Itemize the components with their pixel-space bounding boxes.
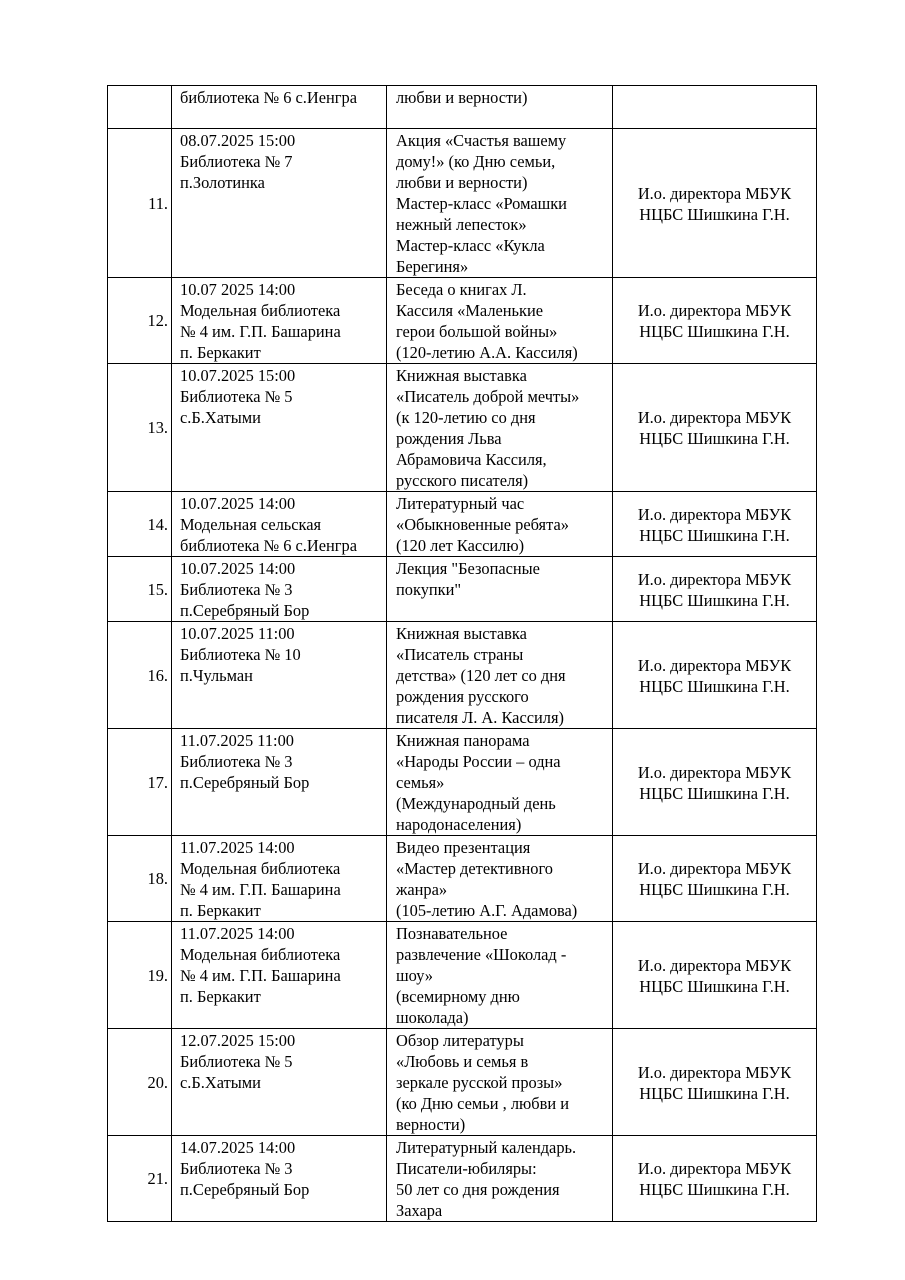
event-line: «Обыкновенные ребята»	[396, 515, 569, 534]
event-cell	[387, 364, 613, 492]
event-line: (всемирному дню	[396, 987, 520, 1006]
date-location-line: 12.07.2025 15:00	[180, 1031, 296, 1050]
event-cell	[387, 1136, 613, 1222]
event-line: (Международный день	[396, 794, 556, 813]
event-line: Кассиля «Маленькие	[396, 301, 544, 320]
event-line: Захара	[396, 1201, 443, 1220]
events-table	[107, 85, 817, 1222]
responsible-line: НЦБС Шишкина Г.Н.	[639, 204, 790, 224]
responsible-line: НЦБС Шишкина Г.Н.	[639, 322, 790, 341]
event-line: верности)	[396, 1115, 466, 1134]
responsible-line: И.о. директора МБУК	[637, 183, 792, 203]
date-location-line: п.Серебряный Бор	[180, 1180, 310, 1199]
event-line: шоу»	[396, 966, 433, 985]
events-table-body	[108, 86, 817, 1222]
row-number: 18.	[108, 836, 172, 922]
responsible-line: И.о. директора МБУК	[637, 1159, 792, 1178]
event-line: (120 лет Кассилю)	[396, 536, 525, 555]
responsible-line: И.о. директора МБУК	[637, 301, 792, 320]
responsible-line: НЦБС Шишкина Г.Н.	[639, 976, 790, 996]
date-location-line: библиотека № 6 с.Иенгра	[180, 536, 357, 555]
date-location-line: 10.07.2025 15:00	[180, 366, 296, 385]
event-line: Лекция "Безопасные	[396, 559, 540, 578]
date-location-line: № 4 им. Г.П. Башарина	[180, 322, 341, 341]
date-location-line: Библиотека № 5	[180, 387, 293, 406]
event-cell	[387, 1029, 613, 1136]
event-line: «Любовь и семья в	[396, 1052, 529, 1071]
event-line: рождения русского	[396, 687, 529, 706]
date-location-cell	[172, 836, 387, 922]
table-row	[108, 492, 817, 557]
responsible-line: НЦБС Шишкина Г.Н.	[639, 880, 790, 899]
row-number: 14.	[108, 492, 172, 557]
date-location-line: № 4 им. Г.П. Башарина	[180, 880, 341, 899]
event-line: Видео презентация	[396, 838, 531, 857]
event-line: Мастер-класс «Кукла	[396, 236, 545, 255]
event-line: Беседа о книгах Л.	[396, 280, 527, 299]
responsible-cell	[613, 1029, 817, 1136]
date-location-line: Библиотека № 3	[180, 1159, 293, 1178]
date-location-line: Модельная сельская	[180, 515, 322, 534]
responsible-cell	[613, 278, 817, 364]
date-location-line: Модельная библиотека	[180, 301, 341, 320]
event-line: (к 120-летию со дня	[396, 408, 536, 427]
date-location-line: 08.07.2025 15:00	[180, 131, 296, 150]
responsible-cell	[613, 129, 817, 278]
event-line: Обзор литературы	[396, 1031, 524, 1050]
event-cell	[387, 836, 613, 922]
event-line: 50 лет со дня рождения	[396, 1180, 560, 1199]
row-number: 12.	[108, 278, 172, 364]
event-line: Абрамовича Кассиля,	[396, 450, 547, 469]
date-location-line: Библиотека № 10	[180, 645, 301, 664]
date-location-line: № 4 им. Г.П. Башарина	[180, 966, 341, 985]
date-location-line: п. Беркакит	[180, 343, 261, 362]
responsible-line: НЦБС Шишкина Г.Н.	[639, 525, 790, 545]
responsible-cell	[613, 86, 817, 129]
date-location-line: 10.07.2025 11:00	[180, 624, 295, 643]
date-location-line: Библиотека № 7	[180, 152, 293, 171]
event-line: русского писателя)	[396, 471, 529, 490]
row-number: 15.	[108, 557, 172, 622]
row-number: 17.	[108, 729, 172, 836]
date-location-cell	[172, 129, 387, 278]
date-location-line: Модельная библиотека	[180, 945, 341, 964]
table-row	[108, 836, 817, 922]
event-line: детства» (120 лет со дня	[396, 666, 566, 685]
responsible-line: И.о. директора МБУК	[637, 859, 792, 878]
table-row	[108, 729, 817, 836]
date-location-line: п.Золотинка	[180, 173, 265, 192]
responsible-line: НЦБС Шишкина Г.Н.	[639, 676, 790, 696]
date-location-line: 14.07.2025 14:00	[180, 1138, 296, 1157]
date-location-cell	[172, 622, 387, 729]
event-line: (ко Дню семьи , любви и	[396, 1094, 569, 1113]
date-location-line: Библиотека № 3	[180, 752, 293, 771]
table-row	[108, 129, 817, 278]
event-line: жанра»	[396, 880, 448, 899]
date-location-cell	[172, 364, 387, 492]
date-location-line: п. Беркакит	[180, 987, 261, 1006]
date-location-line: Модельная библиотека	[180, 859, 341, 878]
date-location-line: п.Чульман	[180, 666, 253, 685]
responsible-cell	[613, 836, 817, 922]
responsible-cell	[613, 922, 817, 1029]
responsible-line: И.о. директора МБУК	[637, 762, 792, 782]
event-cell	[387, 129, 613, 278]
event-line: нежный лепесток»	[396, 215, 527, 234]
responsible-line: НЦБС Шишкина Г.Н.	[639, 1083, 790, 1103]
event-line: «Писатель доброй мечты»	[396, 387, 580, 406]
responsible-cell	[613, 557, 817, 622]
date-location-line: п.Серебряный Бор	[180, 773, 310, 792]
event-line: Литературный час	[396, 494, 525, 513]
event-cell	[387, 278, 613, 364]
event-line: Книжная панорама	[396, 731, 530, 750]
event-line: шоколада)	[396, 1008, 469, 1027]
date-location-line: 11.07.2025 11:00	[180, 731, 294, 750]
responsible-line: НЦБС Шишкина Г.Н.	[639, 429, 790, 448]
event-cell	[387, 922, 613, 1029]
event-line: (120-летию А.А. Кассиля)	[396, 343, 578, 362]
event-line: дому!» (ко Дню семьи,	[396, 152, 556, 171]
event-line: Книжная выставка	[396, 366, 527, 385]
date-location-cell	[172, 86, 387, 129]
date-location-cell	[172, 1029, 387, 1136]
responsible-cell	[613, 364, 817, 492]
event-line: «Писатель страны	[396, 645, 524, 664]
event-line: Познавательное	[396, 924, 508, 943]
event-line: Акция «Счастья вашему	[396, 131, 567, 150]
date-location-line: библиотека № 6 с.Иенгра	[180, 88, 357, 107]
responsible-line: И.о. директора МБУК	[637, 569, 792, 589]
row-number	[108, 86, 172, 129]
event-cell	[387, 492, 613, 557]
responsible-cell	[613, 492, 817, 557]
date-location-cell	[172, 557, 387, 622]
date-location-line: 10.07.2025 14:00	[180, 494, 296, 513]
row-number: 11.	[108, 129, 172, 278]
event-line: любви и верности)	[396, 173, 528, 192]
date-location-cell	[172, 729, 387, 836]
date-location-line: п. Беркакит	[180, 901, 261, 920]
event-line: Книжная выставка	[396, 624, 527, 643]
row-number: 19.	[108, 922, 172, 1029]
event-line: покупки"	[396, 580, 462, 599]
event-line: писателя Л. А. Кассиля)	[396, 708, 564, 727]
date-location-line: Библиотека № 5	[180, 1052, 293, 1071]
date-location-line: с.Б.Хатыми	[180, 1073, 261, 1092]
responsible-line: И.о. директора МБУК	[637, 504, 792, 524]
date-location-line: с.Б.Хатыми	[180, 408, 261, 427]
responsible-cell	[613, 1136, 817, 1222]
table-row	[108, 1136, 817, 1222]
date-location-cell	[172, 1136, 387, 1222]
row-number: 20.	[108, 1029, 172, 1136]
table-row	[108, 557, 817, 622]
responsible-line: НЦБС Шишкина Г.Н.	[639, 783, 790, 803]
responsible-line: НЦБС Шишкина Г.Н.	[639, 590, 790, 610]
event-line: семья»	[396, 773, 445, 792]
event-cell	[387, 729, 613, 836]
event-line: Берегиня»	[396, 257, 469, 276]
event-cell	[387, 557, 613, 622]
row-number: 21.	[108, 1136, 172, 1222]
event-cell	[387, 622, 613, 729]
event-line: «Мастер детективного	[396, 859, 553, 878]
date-location-line: Библиотека № 3	[180, 580, 293, 599]
table-row	[108, 622, 817, 729]
event-line: Мастер-класс «Ромашки	[396, 194, 567, 213]
date-location-line: 10.07 2025 14:00	[180, 280, 296, 299]
event-line: (105-летию А.Г. Адамова)	[396, 901, 578, 920]
table-row	[108, 86, 817, 129]
event-cell	[387, 86, 613, 129]
responsible-cell	[613, 729, 817, 836]
responsible-line: И.о. директора МБУК	[637, 408, 792, 427]
date-location-line: 11.07.2025 14:00	[180, 838, 295, 857]
date-location-line: 11.07.2025 14:00	[180, 924, 295, 943]
event-line: Писатели-юбиляры:	[396, 1159, 537, 1178]
date-location-line: 10.07.2025 14:00	[180, 559, 296, 578]
date-location-cell	[172, 492, 387, 557]
table-row	[108, 278, 817, 364]
table-row	[108, 1029, 817, 1136]
responsible-line: И.о. директора МБУК	[637, 955, 792, 975]
row-number: 16.	[108, 622, 172, 729]
event-line: зеркале русской прозы»	[396, 1073, 563, 1092]
event-line: герои большой войны»	[396, 322, 558, 341]
document-page	[107, 85, 817, 1222]
event-line: любви и верности)	[396, 88, 528, 107]
responsible-line: НЦБС Шишкина Г.Н.	[639, 1180, 790, 1199]
responsible-line: И.о. директора МБУК	[637, 655, 792, 675]
table-row	[108, 922, 817, 1029]
event-line: Литературный календарь.	[396, 1138, 577, 1157]
date-location-cell	[172, 922, 387, 1029]
table-row	[108, 364, 817, 492]
event-line: «Народы России – одна	[396, 752, 561, 771]
row-number: 13.	[108, 364, 172, 492]
event-line: рождения Льва	[396, 429, 502, 448]
event-line: развлечение «Шоколад -	[396, 945, 567, 964]
responsible-cell	[613, 622, 817, 729]
date-location-cell	[172, 278, 387, 364]
responsible-line: И.о. директора МБУК	[637, 1062, 792, 1082]
event-line: народонаселения)	[396, 815, 522, 834]
date-location-line: п.Серебряный Бор	[180, 601, 310, 620]
